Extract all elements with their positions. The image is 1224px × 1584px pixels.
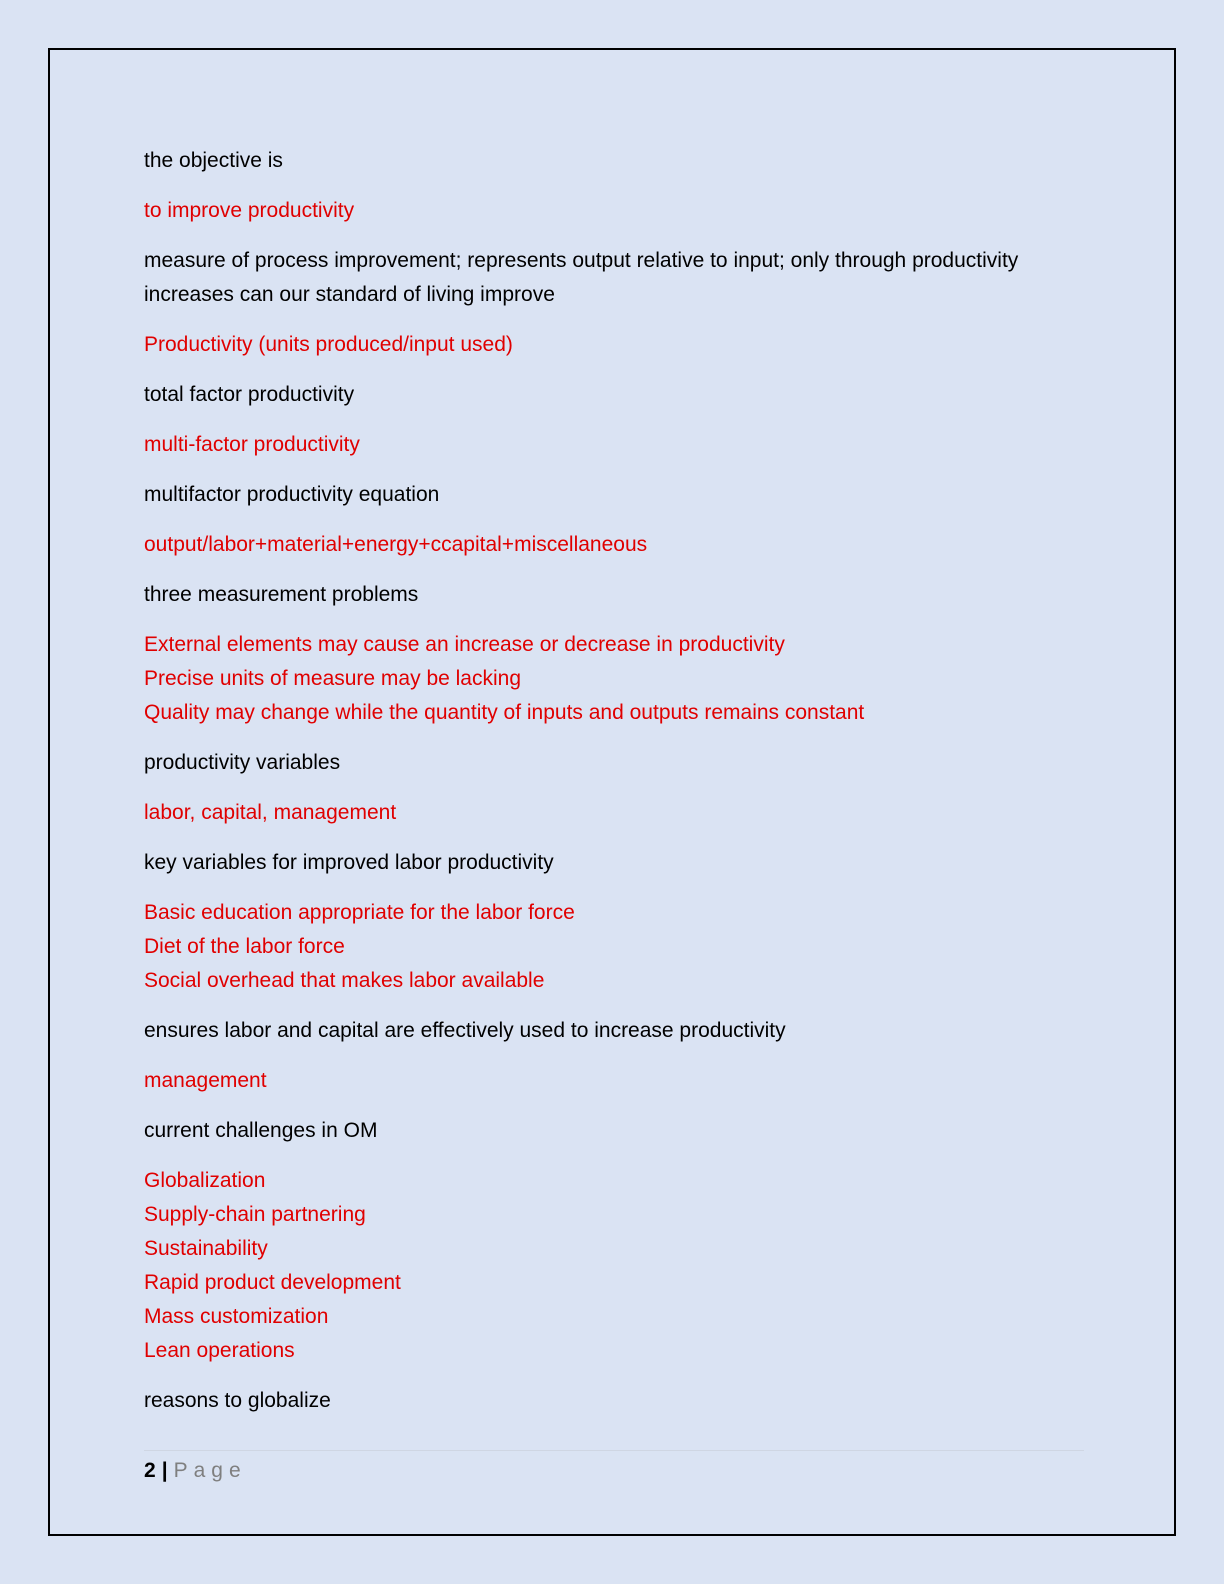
page-label: Page [173, 1459, 247, 1482]
text-line: Productivity (units produced/input used) [144, 333, 513, 356]
page-number: 2 [144, 1459, 156, 1482]
footer-divider [144, 1450, 1084, 1451]
answer-paragraph [144, 796, 1084, 830]
text-line: Mass customization [144, 1305, 329, 1328]
text-line: Lean operations [144, 1339, 295, 1362]
text-line: Social overhead that makes labor available [144, 969, 545, 992]
question-paragraph [144, 578, 1084, 612]
question-paragraph [144, 846, 1084, 880]
text-line: current challenges in OM [144, 1119, 378, 1142]
question-paragraph [144, 144, 1084, 178]
question-paragraph [144, 1384, 1084, 1418]
text-line: total factor productivity [144, 383, 355, 406]
text-line: Sustainability [144, 1237, 268, 1260]
question-paragraph [144, 746, 1084, 780]
text-line: labor, capital, management [144, 801, 397, 824]
text-line: Diet of the labor force [144, 935, 345, 958]
question-paragraph [144, 1014, 1084, 1048]
answer-paragraph [144, 1064, 1084, 1098]
text-line: management [144, 1069, 267, 1092]
answer-paragraph [144, 528, 1084, 562]
text-line: to improve productivity [144, 199, 355, 222]
answer-paragraph [144, 328, 1084, 362]
text-line: key variables for improved labor productivity [144, 851, 554, 874]
text-line: Globalization [144, 1169, 266, 1192]
page-footer [144, 1456, 247, 1486]
text-line: Precise units of measure may be lacking [144, 667, 522, 690]
text-line: Basic education appropriate for the labor force [144, 901, 575, 924]
text-line: multi-factor productivity [144, 433, 360, 456]
text-line: Rapid product development [144, 1271, 401, 1294]
question-paragraph [144, 478, 1084, 512]
document-body [144, 144, 1084, 1434]
question-paragraph [144, 378, 1084, 412]
answer-paragraph [144, 628, 1084, 730]
text-line: productivity variables [144, 751, 341, 774]
text-line: increases can our standard of living improve [144, 283, 555, 306]
text-line: measure of process improvement; represents output relative to input; only through productivity [144, 249, 1019, 272]
answer-paragraph [144, 896, 1084, 998]
text-line: Supply-chain partnering [144, 1203, 366, 1226]
text-line: three measurement problems [144, 583, 419, 606]
answer-paragraph [144, 428, 1084, 462]
text-line: ensures labor and capital are effectively used to increase productivity [144, 1019, 786, 1042]
answer-paragraph [144, 194, 1084, 228]
question-paragraph [144, 244, 1084, 312]
text-line: External elements may cause an increase or decrease in productivity [144, 633, 785, 656]
text-line: Quality may change while the quantity of inputs and outputs remains constant [144, 701, 865, 724]
text-line: reasons to globalize [144, 1389, 331, 1412]
answer-paragraph [144, 1164, 1084, 1368]
question-paragraph [144, 1114, 1084, 1148]
footer-separator: | [161, 1459, 168, 1482]
text-line: output/labor+material+energy+ccapital+miscellaneous [144, 533, 648, 556]
text-line: multifactor productivity equation [144, 483, 440, 506]
text-line: the objective is [144, 149, 283, 172]
